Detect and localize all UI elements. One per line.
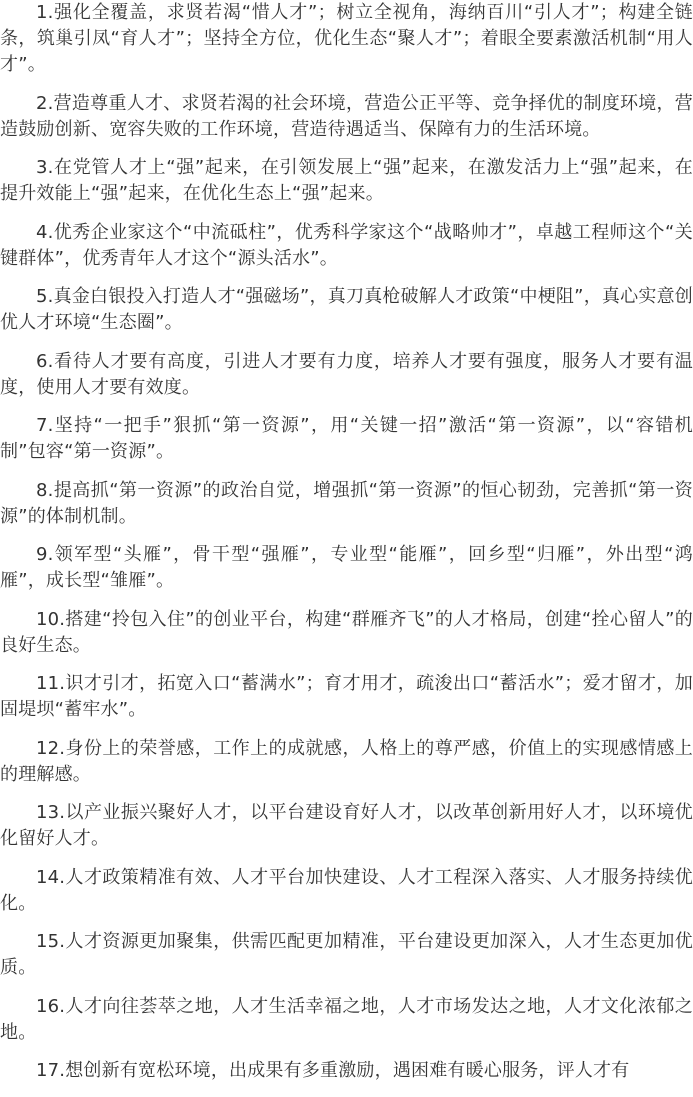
paragraph-6: 6.看待人才要有高度，引进人才要有力度，培养人才要有强度，服务人才要有温度，使用人才要有效度。 — [0, 350, 693, 398]
paragraph-9: 9.领军型“头雁”，骨干型“强雁”，专业型“能雁”，回乡型“归雁”，外出型“鸿雁”，成长型“雏雁”。 — [0, 544, 693, 591]
paragraph-4: 4.优秀企业家这个“中流砥柱”，优秀科学家这个“战略帅才”，卓越工程师这个“关键群体”，优秀青年人才这个“源头活水”。 — [0, 221, 693, 269]
paragraph-10: 10.搭建“拎包入住”的创业平台，构建“群雁齐飞”的人才格局，创建“拴心留人”的良好生态。 — [0, 608, 693, 656]
paragraph-5: 5.真金白银投入打造人才“强磁场”，真刀真枪破解人才政策“中梗阻”，真心实意创优人才环境“生态圈”。 — [0, 286, 693, 333]
paragraph-14: 14.人才政策精准有效、人才平台加快建设、人才工程深入落实、人才服务持续优化。 — [0, 866, 693, 914]
paragraph-7: 7.坚持“一把手”狠抓“第一资源”，用“关键一招”激活“第一资源”，以“容错机制”包容“第一资源”。 — [0, 415, 693, 462]
paragraph-11: 11.识才引才，拓宽入口“蓄满水”；育才用才，疏浚出口“蓄活水”；爱才留才，加固堤坝“蓄牢水”。 — [0, 673, 693, 720]
paragraph-2: 2.营造尊重人才、求贤若渴的社会环境，营造公正平等、竞争择优的制度环境，营造鼓励创新、宽容失败的工作环境，营造待遇适当、保障有力的生活环境。 — [0, 92, 693, 140]
paragraph-16: 16.人才向往荟萃之地，人才生活幸福之地，人才市场发达之地，人才文化浓郁之地。 — [0, 995, 693, 1043]
paragraph-8: 8.提高抓“第一资源”的政治自觉，增强抓“第一资源”的恒心韧劲，完善抓“第一资源”的体制机制。 — [0, 479, 693, 527]
paragraph-12: 12.身份上的荣誉感，工作上的成就感，人格上的尊严感，价值上的实现感情感上的理解感。 — [0, 737, 693, 785]
paragraph-3: 3.在党管人才上“强”起来，在引领发展上“强”起来，在激发活力上“强”起来，在提升效能上“强”起来，在优化生态上“强”起来。 — [0, 157, 693, 204]
paragraph-17: 17.想创新有宽松环境，出成果有多重激励，遇困难有暖心服务，评人才有 — [36, 1060, 630, 1081]
paragraph-13: 13.以产业振兴聚好人才，以平台建设育好人才，以改革创新用好人才，以环境优化留好人才。 — [0, 802, 693, 849]
paragraph-15: 15.人才资源更加聚集，供需匹配更加精准，平台建设更加深入，人才生态更加优质。 — [0, 931, 693, 978]
paragraph-1: 1.强化全覆盖，求贤若渴“惜人才”；树立全视角，海纳百川“引人才”；构建全链条，筑巢引凤“育人才”；坚持全方位，优化生态“聚人才”；着眼全要素激活机制“用人才”。 — [0, 2, 693, 75]
